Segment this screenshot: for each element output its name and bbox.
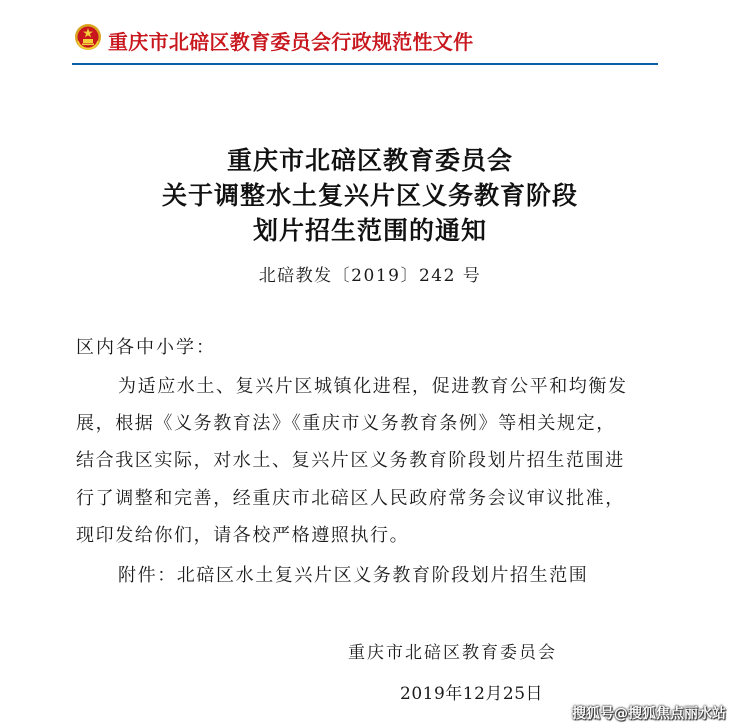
body-paragraph-line: 行了调整和完善，经重庆市北碚区人民政府常务会议审议批准， bbox=[76, 488, 625, 509]
watermark-text: 搜狐号@搜狐焦点丽水站 bbox=[572, 706, 726, 722]
body-paragraph-line: 为适应水土、复兴片区城镇化进程，促进教育公平和均衡发 bbox=[118, 376, 628, 397]
national-emblem-icon bbox=[74, 23, 102, 51]
body-paragraph-line: 展，根据《义务教育法》《重庆市义务教育条例》等相关规定， bbox=[76, 413, 616, 434]
signature-date: 2019年12月25日 bbox=[400, 684, 544, 704]
document-title bbox=[0, 143, 740, 248]
document-header bbox=[72, 22, 658, 62]
header-title: 重庆市北碚区教育委员会行政规范性文件 bbox=[108, 30, 474, 54]
document-number: 北碚教发〔2019〕242 号 bbox=[258, 266, 482, 286]
body-paragraph-line: 现印发给你们，请各校严格遵照执行。 bbox=[76, 525, 410, 546]
header-divider bbox=[72, 63, 658, 65]
attachment-line: 附件：北碚区水土复兴片区义务教育阶段划片招生范围 bbox=[118, 565, 589, 586]
body-paragraph-line: 结合我区实际，对水土、复兴片区义务教育阶段划片招生范围进 bbox=[76, 450, 625, 471]
title-line: 划片招生范围的通知 bbox=[252, 216, 487, 245]
title-line: 重庆市北碚区教育委员会 bbox=[226, 146, 513, 175]
signature-organization: 重庆市北碚区教育委员会 bbox=[348, 643, 557, 663]
addressee: 区内各中小学： bbox=[76, 337, 216, 358]
title-line: 关于调整水土复兴片区义务教育阶段 bbox=[161, 181, 578, 210]
